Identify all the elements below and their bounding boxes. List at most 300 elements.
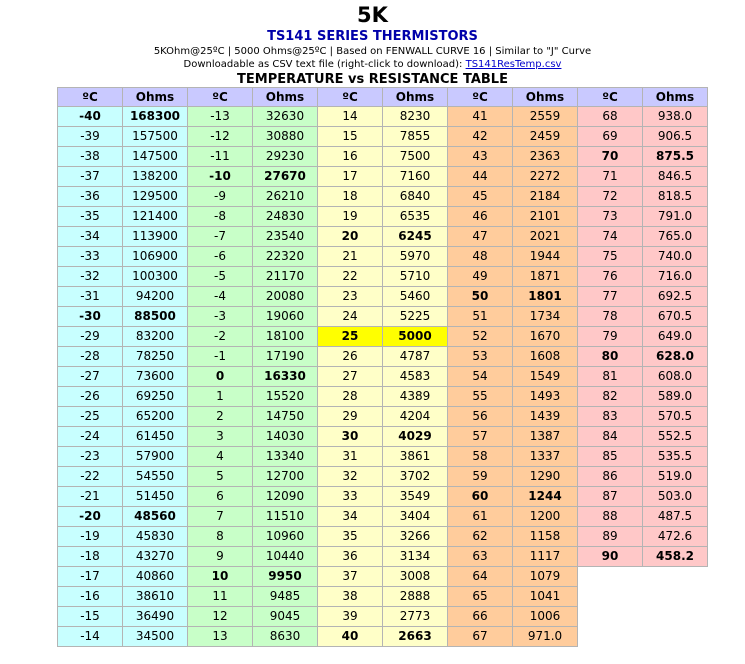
resistance-cell: 765.0 xyxy=(643,227,708,247)
resistance-cell: 628.0 xyxy=(643,347,708,367)
temperature-cell: -31 xyxy=(58,287,123,307)
resistance-cell: 88500 xyxy=(123,307,188,327)
table-row xyxy=(58,227,708,247)
temperature-cell: 15 xyxy=(318,127,383,147)
temperature-cell: 38 xyxy=(318,587,383,607)
resistance-cell: 16330 xyxy=(253,367,318,387)
temperature-cell: 21 xyxy=(318,247,383,267)
temperature-cell: -37 xyxy=(58,167,123,187)
resistance-cell: 1734 xyxy=(513,307,578,327)
temperature-cell: 24 xyxy=(318,307,383,327)
spec-line: 5KOhm@25ºC | 5000 Ohms@25ºC | Based on FENWALL CURVE 16 | Similar to "J" Curve xyxy=(153,46,592,57)
temperature-cell: 7 xyxy=(188,507,253,527)
column-header-temp: ºC xyxy=(448,88,513,107)
temperature-cell: 13 xyxy=(188,627,253,647)
temperature-cell: 74 xyxy=(578,227,643,247)
temperature-cell: -13 xyxy=(188,107,253,127)
temperature-cell: -32 xyxy=(58,267,123,287)
resistance-cell: 1337 xyxy=(513,447,578,467)
temperature-cell: -38 xyxy=(58,147,123,167)
resistance-cell: 1670 xyxy=(513,327,578,347)
column-header-temp: ºC xyxy=(318,88,383,107)
resistance-cell: 1493 xyxy=(513,387,578,407)
temperature-cell: -4 xyxy=(188,287,253,307)
resistance-cell: 14750 xyxy=(253,407,318,427)
temperature-cell: 8 xyxy=(188,527,253,547)
table-row xyxy=(58,347,708,367)
resistance-cell: 51450 xyxy=(123,487,188,507)
resistance-cell: 846.5 xyxy=(643,167,708,187)
column-header-ohms: Ohms xyxy=(123,88,188,107)
resistance-cell: 938.0 xyxy=(643,107,708,127)
temperature-cell: 27 xyxy=(318,367,383,387)
resistance-cell: 23540 xyxy=(253,227,318,247)
temperature-cell: -33 xyxy=(58,247,123,267)
temperature-cell: 53 xyxy=(448,347,513,367)
resistance-cell: 83200 xyxy=(123,327,188,347)
resistance-cell: 12090 xyxy=(253,487,318,507)
resistance-cell: 971.0 xyxy=(513,627,578,647)
table-row xyxy=(58,287,708,307)
page-header xyxy=(0,0,745,87)
resistance-cell: 3134 xyxy=(383,547,448,567)
resistance-cell: 8230 xyxy=(383,107,448,127)
temperature-cell: 81 xyxy=(578,367,643,387)
table-row xyxy=(58,447,708,467)
resistance-cell: 2773 xyxy=(383,607,448,627)
resistance-cell: 5460 xyxy=(383,287,448,307)
temperature-cell: 42 xyxy=(448,127,513,147)
temperature-cell: 22 xyxy=(318,267,383,287)
temperature-cell: 65 xyxy=(448,587,513,607)
temperature-cell: 36 xyxy=(318,547,383,567)
temperature-cell: -14 xyxy=(58,627,123,647)
resistance-cell: 45830 xyxy=(123,527,188,547)
temperature-cell: 69 xyxy=(578,127,643,147)
column-header-temp: ºC xyxy=(58,88,123,107)
temperature-cell: -21 xyxy=(58,487,123,507)
column-header-ohms: Ohms xyxy=(253,88,318,107)
temperature-cell: 50 xyxy=(448,287,513,307)
temperature-cell: -8 xyxy=(188,207,253,227)
temperature-cell: 61 xyxy=(448,507,513,527)
download-line xyxy=(0,58,745,71)
resistance-cell: 22320 xyxy=(253,247,318,267)
table-row xyxy=(58,327,708,347)
temperature-cell: 52 xyxy=(448,327,513,347)
temperature-cell: 20 xyxy=(318,227,383,247)
temperature-cell: -25 xyxy=(58,407,123,427)
temperature-cell: 44 xyxy=(448,167,513,187)
temperature-cell: 6 xyxy=(188,487,253,507)
resistance-cell: 7855 xyxy=(383,127,448,147)
temperature-cell: -26 xyxy=(58,387,123,407)
resistance-cell: 2101 xyxy=(513,207,578,227)
csv-download-link[interactable]: TS141ResTemp.csv xyxy=(465,59,562,70)
page-subtitle: TS141 SERIES THERMISTORS xyxy=(267,29,478,44)
temperature-cell: 58 xyxy=(448,447,513,467)
temperature-cell: -30 xyxy=(58,307,123,327)
resistance-cell: 818.5 xyxy=(643,187,708,207)
resistance-cell: 3266 xyxy=(383,527,448,547)
temperature-cell: -12 xyxy=(188,127,253,147)
resistance-cell: 1158 xyxy=(513,527,578,547)
resistance-cell: 5970 xyxy=(383,247,448,267)
temperature-cell: 56 xyxy=(448,407,513,427)
resistance-cell: 113900 xyxy=(123,227,188,247)
resistance-cell: 43270 xyxy=(123,547,188,567)
resistance-cell: 2459 xyxy=(513,127,578,147)
resistance-cell: 61450 xyxy=(123,427,188,447)
table-row xyxy=(58,487,708,507)
temperature-cell: 88 xyxy=(578,507,643,527)
resistance-cell: 30880 xyxy=(253,127,318,147)
resistance-cell: 4389 xyxy=(383,387,448,407)
temperature-cell: -17 xyxy=(58,567,123,587)
resistance-cell: 24830 xyxy=(253,207,318,227)
table-row xyxy=(58,627,708,647)
temperature-cell: 49 xyxy=(448,267,513,287)
temperature-cell: -22 xyxy=(58,467,123,487)
temperature-cell: 10 xyxy=(188,567,253,587)
temperature-cell: 12 xyxy=(188,607,253,627)
resistance-cell: 6840 xyxy=(383,187,448,207)
temperature-cell: -36 xyxy=(58,187,123,207)
temperature-cell: 19 xyxy=(318,207,383,227)
temperature-cell: 67 xyxy=(448,627,513,647)
resistance-cell: 4204 xyxy=(383,407,448,427)
table-row xyxy=(58,147,708,167)
resistance-cell: 5225 xyxy=(383,307,448,327)
temperature-cell: 31 xyxy=(318,447,383,467)
temperature-cell: 2 xyxy=(188,407,253,427)
temperature-cell: 77 xyxy=(578,287,643,307)
resistance-cell: 2559 xyxy=(513,107,578,127)
table-row xyxy=(58,567,708,587)
temperature-cell: 34 xyxy=(318,507,383,527)
column-header-ohms: Ohms xyxy=(383,88,448,107)
table-row xyxy=(58,187,708,207)
table-row xyxy=(58,407,708,427)
temperature-cell: 17 xyxy=(318,167,383,187)
resistance-cell: 2663 xyxy=(383,627,448,647)
empty-cell xyxy=(578,607,643,627)
temperature-cell: 83 xyxy=(578,407,643,427)
temperature-cell: 60 xyxy=(448,487,513,507)
temperature-cell: -40 xyxy=(58,107,123,127)
resistance-cell: 36490 xyxy=(123,607,188,627)
page-title: 5K xyxy=(357,3,388,27)
resistance-cell: 48560 xyxy=(123,507,188,527)
resistance-cell: 1290 xyxy=(513,467,578,487)
resistance-cell: 3008 xyxy=(383,567,448,587)
table-row xyxy=(58,587,708,607)
temperature-cell: 37 xyxy=(318,567,383,587)
resistance-cell: 168300 xyxy=(123,107,188,127)
temperature-cell: 9 xyxy=(188,547,253,567)
resistance-cell: 875.5 xyxy=(643,147,708,167)
table-row xyxy=(58,507,708,527)
temperature-cell: -1 xyxy=(188,347,253,367)
temperature-cell: -34 xyxy=(58,227,123,247)
temp-resistance-table xyxy=(57,87,708,647)
empty-cell xyxy=(643,627,708,647)
temperature-cell: -16 xyxy=(58,587,123,607)
resistance-cell: 65200 xyxy=(123,407,188,427)
temperature-cell: -10 xyxy=(188,167,253,187)
resistance-cell: 692.5 xyxy=(643,287,708,307)
temperature-cell: 70 xyxy=(578,147,643,167)
table-row xyxy=(58,127,708,147)
resistance-cell: 78250 xyxy=(123,347,188,367)
resistance-cell: 5000 xyxy=(383,327,448,347)
empty-cell xyxy=(643,567,708,587)
temperature-cell: 35 xyxy=(318,527,383,547)
resistance-cell: 54550 xyxy=(123,467,188,487)
temperature-cell: 30 xyxy=(318,427,383,447)
temperature-cell: 63 xyxy=(448,547,513,567)
temperature-cell: -20 xyxy=(58,507,123,527)
resistance-cell: 906.5 xyxy=(643,127,708,147)
temperature-cell: 84 xyxy=(578,427,643,447)
table-row xyxy=(58,307,708,327)
empty-cell xyxy=(643,607,708,627)
table-row xyxy=(58,367,708,387)
resistance-cell: 6535 xyxy=(383,207,448,227)
table-row xyxy=(58,427,708,447)
temperature-cell: 62 xyxy=(448,527,513,547)
resistance-cell: 3549 xyxy=(383,487,448,507)
table-row xyxy=(58,207,708,227)
table-row xyxy=(58,527,708,547)
resistance-cell: 3702 xyxy=(383,467,448,487)
column-header-temp: ºC xyxy=(578,88,643,107)
temperature-cell: -5 xyxy=(188,267,253,287)
table-caption: TEMPERATURE vs RESISTANCE TABLE xyxy=(237,72,508,87)
resistance-cell: 1608 xyxy=(513,347,578,367)
temperature-cell: -18 xyxy=(58,547,123,567)
table-row xyxy=(58,467,708,487)
temperature-cell: 66 xyxy=(448,607,513,627)
temperature-cell: 5 xyxy=(188,467,253,487)
temperature-cell: -9 xyxy=(188,187,253,207)
temperature-cell: -29 xyxy=(58,327,123,347)
resistance-cell: 10960 xyxy=(253,527,318,547)
resistance-cell: 2363 xyxy=(513,147,578,167)
temperature-cell: 4 xyxy=(188,447,253,467)
resistance-cell: 9045 xyxy=(253,607,318,627)
resistance-cell: 34500 xyxy=(123,627,188,647)
resistance-cell: 2888 xyxy=(383,587,448,607)
resistance-cell: 129500 xyxy=(123,187,188,207)
resistance-cell: 147500 xyxy=(123,147,188,167)
temperature-cell: -24 xyxy=(58,427,123,447)
resistance-cell: 670.5 xyxy=(643,307,708,327)
resistance-cell: 552.5 xyxy=(643,427,708,447)
resistance-cell: 4029 xyxy=(383,427,448,447)
resistance-cell: 535.5 xyxy=(643,447,708,467)
resistance-cell: 1041 xyxy=(513,587,578,607)
resistance-cell: 57900 xyxy=(123,447,188,467)
resistance-cell: 106900 xyxy=(123,247,188,267)
resistance-cell: 19060 xyxy=(253,307,318,327)
resistance-cell: 7500 xyxy=(383,147,448,167)
resistance-cell: 13340 xyxy=(253,447,318,467)
temperature-cell: 3 xyxy=(188,427,253,447)
temperature-cell: 82 xyxy=(578,387,643,407)
resistance-cell: 1439 xyxy=(513,407,578,427)
resistance-cell: 472.6 xyxy=(643,527,708,547)
resistance-cell: 716.0 xyxy=(643,267,708,287)
temperature-cell: -27 xyxy=(58,367,123,387)
temperature-cell: 79 xyxy=(578,327,643,347)
resistance-cell: 1387 xyxy=(513,427,578,447)
resistance-cell: 589.0 xyxy=(643,387,708,407)
temperature-cell: -11 xyxy=(188,147,253,167)
temperature-cell: 40 xyxy=(318,627,383,647)
temperature-cell: 59 xyxy=(448,467,513,487)
temperature-cell: 85 xyxy=(578,447,643,467)
resistance-cell: 21170 xyxy=(253,267,318,287)
resistance-cell: 8630 xyxy=(253,627,318,647)
resistance-cell: 7160 xyxy=(383,167,448,187)
resistance-cell: 12700 xyxy=(253,467,318,487)
temperature-cell: 33 xyxy=(318,487,383,507)
temperature-cell: 86 xyxy=(578,467,643,487)
temperature-cell: 89 xyxy=(578,527,643,547)
resistance-cell: 38610 xyxy=(123,587,188,607)
resistance-cell: 18100 xyxy=(253,327,318,347)
temperature-cell: -28 xyxy=(58,347,123,367)
temperature-cell: 87 xyxy=(578,487,643,507)
resistance-cell: 5710 xyxy=(383,267,448,287)
resistance-cell: 1871 xyxy=(513,267,578,287)
temperature-cell: -7 xyxy=(188,227,253,247)
resistance-cell: 570.5 xyxy=(643,407,708,427)
resistance-cell: 32630 xyxy=(253,107,318,127)
resistance-cell: 519.0 xyxy=(643,467,708,487)
resistance-cell: 2184 xyxy=(513,187,578,207)
resistance-cell: 458.2 xyxy=(643,547,708,567)
empty-cell xyxy=(578,587,643,607)
temperature-cell: 76 xyxy=(578,267,643,287)
temperature-cell: 0 xyxy=(188,367,253,387)
resistance-cell: 1117 xyxy=(513,547,578,567)
temperature-cell: 25 xyxy=(318,327,383,347)
table-row xyxy=(58,387,708,407)
resistance-cell: 29230 xyxy=(253,147,318,167)
resistance-cell: 2021 xyxy=(513,227,578,247)
temperature-cell: 51 xyxy=(448,307,513,327)
resistance-cell: 73600 xyxy=(123,367,188,387)
temperature-cell: 78 xyxy=(578,307,643,327)
resistance-cell: 3404 xyxy=(383,507,448,527)
resistance-cell: 17190 xyxy=(253,347,318,367)
temperature-cell: -15 xyxy=(58,607,123,627)
empty-cell xyxy=(578,567,643,587)
resistance-cell: 3861 xyxy=(383,447,448,467)
temperature-cell: 1 xyxy=(188,387,253,407)
resistance-cell: 649.0 xyxy=(643,327,708,347)
column-header-ohms: Ohms xyxy=(513,88,578,107)
resistance-cell: 9485 xyxy=(253,587,318,607)
temperature-cell: 73 xyxy=(578,207,643,227)
resistance-cell: 157500 xyxy=(123,127,188,147)
temperature-cell: 45 xyxy=(448,187,513,207)
resistance-cell: 791.0 xyxy=(643,207,708,227)
resistance-cell: 4787 xyxy=(383,347,448,367)
temperature-cell: 64 xyxy=(448,567,513,587)
temperature-cell: 14 xyxy=(318,107,383,127)
temperature-cell: 75 xyxy=(578,247,643,267)
resistance-cell: 1244 xyxy=(513,487,578,507)
resistance-cell: 6245 xyxy=(383,227,448,247)
resistance-cell: 1200 xyxy=(513,507,578,527)
resistance-cell: 100300 xyxy=(123,267,188,287)
resistance-cell: 1006 xyxy=(513,607,578,627)
resistance-cell: 138200 xyxy=(123,167,188,187)
temperature-cell: 28 xyxy=(318,387,383,407)
resistance-cell: 27670 xyxy=(253,167,318,187)
temperature-cell: 68 xyxy=(578,107,643,127)
resistance-cell: 40860 xyxy=(123,567,188,587)
temperature-cell: 32 xyxy=(318,467,383,487)
temperature-cell: 71 xyxy=(578,167,643,187)
temperature-cell: 41 xyxy=(448,107,513,127)
column-header-temp: ºC xyxy=(188,88,253,107)
resistance-cell: 15520 xyxy=(253,387,318,407)
temperature-cell: 55 xyxy=(448,387,513,407)
resistance-cell: 10440 xyxy=(253,547,318,567)
temperature-cell: 16 xyxy=(318,147,383,167)
table-row xyxy=(58,167,708,187)
temperature-cell: 54 xyxy=(448,367,513,387)
table-row xyxy=(58,247,708,267)
column-header-ohms: Ohms xyxy=(643,88,708,107)
resistance-cell: 14030 xyxy=(253,427,318,447)
temperature-cell: -39 xyxy=(58,127,123,147)
temperature-cell: -35 xyxy=(58,207,123,227)
temperature-cell: 39 xyxy=(318,607,383,627)
resistance-cell: 4583 xyxy=(383,367,448,387)
temperature-cell: 46 xyxy=(448,207,513,227)
resistance-cell: 1549 xyxy=(513,367,578,387)
resistance-cell: 121400 xyxy=(123,207,188,227)
temperature-cell: 18 xyxy=(318,187,383,207)
resistance-cell: 487.5 xyxy=(643,507,708,527)
temperature-cell: 90 xyxy=(578,547,643,567)
temperature-cell: 47 xyxy=(448,227,513,247)
temperature-cell: -6 xyxy=(188,247,253,267)
resistance-cell: 9950 xyxy=(253,567,318,587)
temperature-cell: 29 xyxy=(318,407,383,427)
temperature-cell: 57 xyxy=(448,427,513,447)
temperature-cell: -3 xyxy=(188,307,253,327)
temperature-cell: 23 xyxy=(318,287,383,307)
table-row xyxy=(58,547,708,567)
temperature-cell: -2 xyxy=(188,327,253,347)
resistance-cell: 740.0 xyxy=(643,247,708,267)
empty-cell xyxy=(643,587,708,607)
table-row xyxy=(58,107,708,127)
empty-cell xyxy=(578,627,643,647)
table-row xyxy=(58,607,708,627)
temperature-cell: 11 xyxy=(188,587,253,607)
temperature-cell: -19 xyxy=(58,527,123,547)
resistance-cell: 608.0 xyxy=(643,367,708,387)
resistance-cell: 1801 xyxy=(513,287,578,307)
download-prefix: Downloadable as CSV text file (right-click to download): xyxy=(183,59,463,70)
